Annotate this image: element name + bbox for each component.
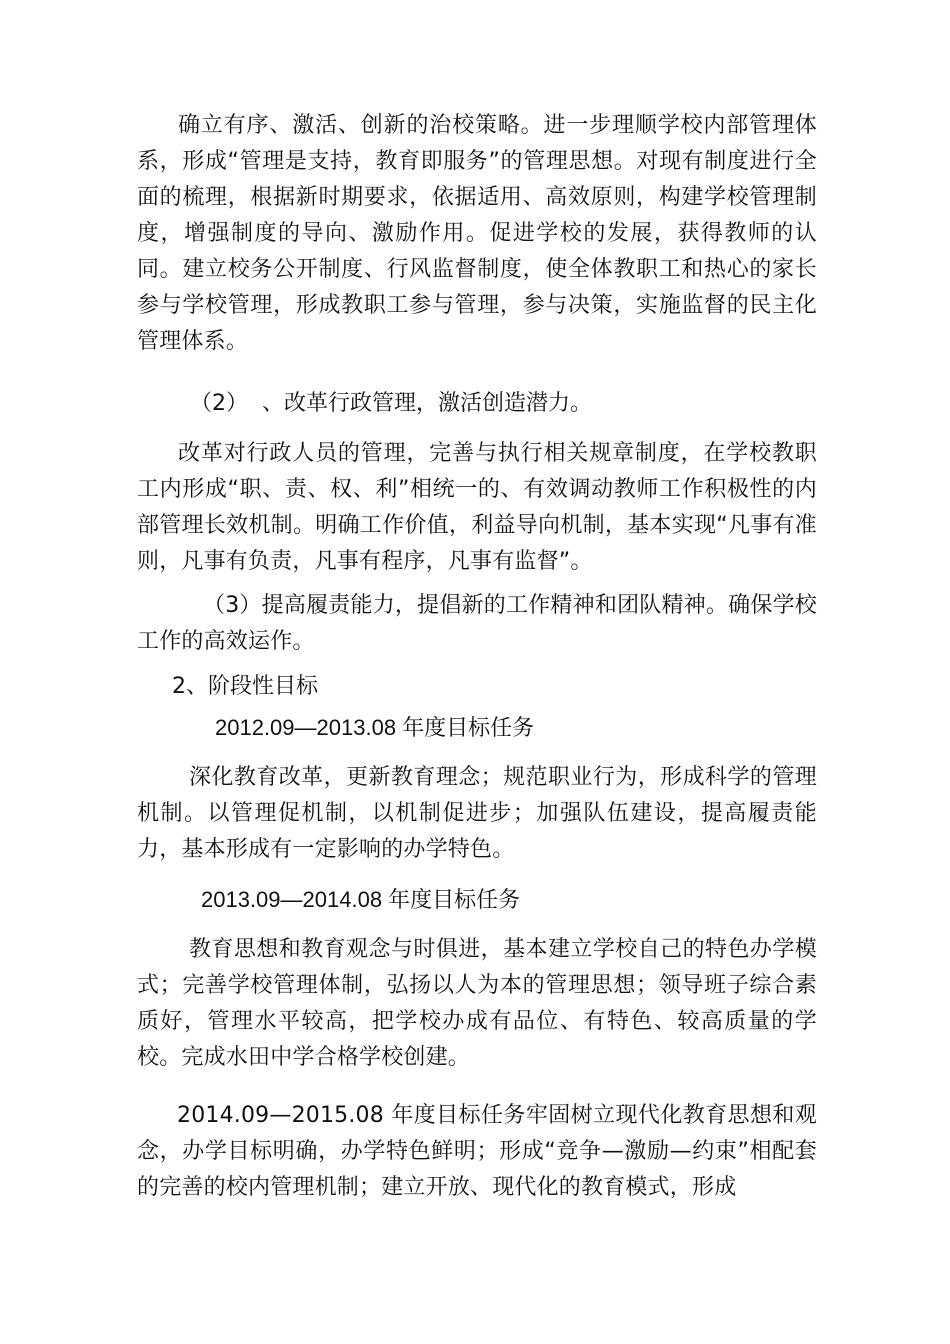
item-2-number: （2） <box>190 391 248 416</box>
phase-2-text: 教育思想和教育观念与时俱进，基本建立学校自己的特色办学模式；完善学校管理体制，弘扬以人为本的管理思想；领导班子综合素质好，管理水平较高，把学校办成有品位、有特色、较高质量的学校。完成水田中学合格学校创建。 <box>137 937 817 1070</box>
phase-2-heading: 2013.09—2014.08 年度目标任务 <box>201 887 521 912</box>
paragraph-administrative-reform: 改革对行政人员的管理，完善与执行相关规章制度，在学校教职工内形成“职、责、权、利”相统一的、有效调动教师工作积极性的内部管理长效机制。明确工作价值，利益导向机制，基本实现“凡事有准则，凡事有负责，凡事有程序，凡事有监督”。 <box>137 441 817 574</box>
phase-1-heading: 2012.09—2013.08 年度目标任务 <box>215 715 535 740</box>
paragraph-governance-strategy: 确立有序、激活、创新的治校策略。进一步理顺学校内部管理体系，形成“管理是支持，教育即服务”的管理思想。对现有制度进行全面的梳理，根据新时期要求，依据适用、高效原则，构建学校管理制度，增强制度的导向、激励作用。促进学校的发展，获得教师的认同。建立校务公开制度、行风监督制度，使全体教职工和热心的家长参与学校管理，形成教职工参与管理，参与决策，实施监督的民主化管理体系。 <box>137 113 817 354</box>
item-3-paragraph: （3）提高履责能力，提倡新的工作精神和团队精神。确保学校工作的高效运作。 <box>137 593 817 654</box>
item-2-heading: 、改革行政管理，激活创造潜力。 <box>262 391 593 416</box>
section-2-heading: 2、阶段性目标 <box>172 674 318 699</box>
phase-1-text: 深化教育改革，更新教育理念；规范职业行为，形成科学的管理机制。以管理促机制，以机制促进步；加强队伍建设，提高履责能力，基本形成有一定影响的办学特色。 <box>137 765 817 862</box>
item-2-line <box>190 386 592 422</box>
phase-3-text: 2014.09—2015.08 年度目标任务牢固树立现代化教育思想和观念，办学目标明确，办学特色鲜明；形成“竞争—激励—约束”相配套的完善的校内管理机制；建立开放、现代化的教育模式，形成 <box>137 1103 817 1200</box>
